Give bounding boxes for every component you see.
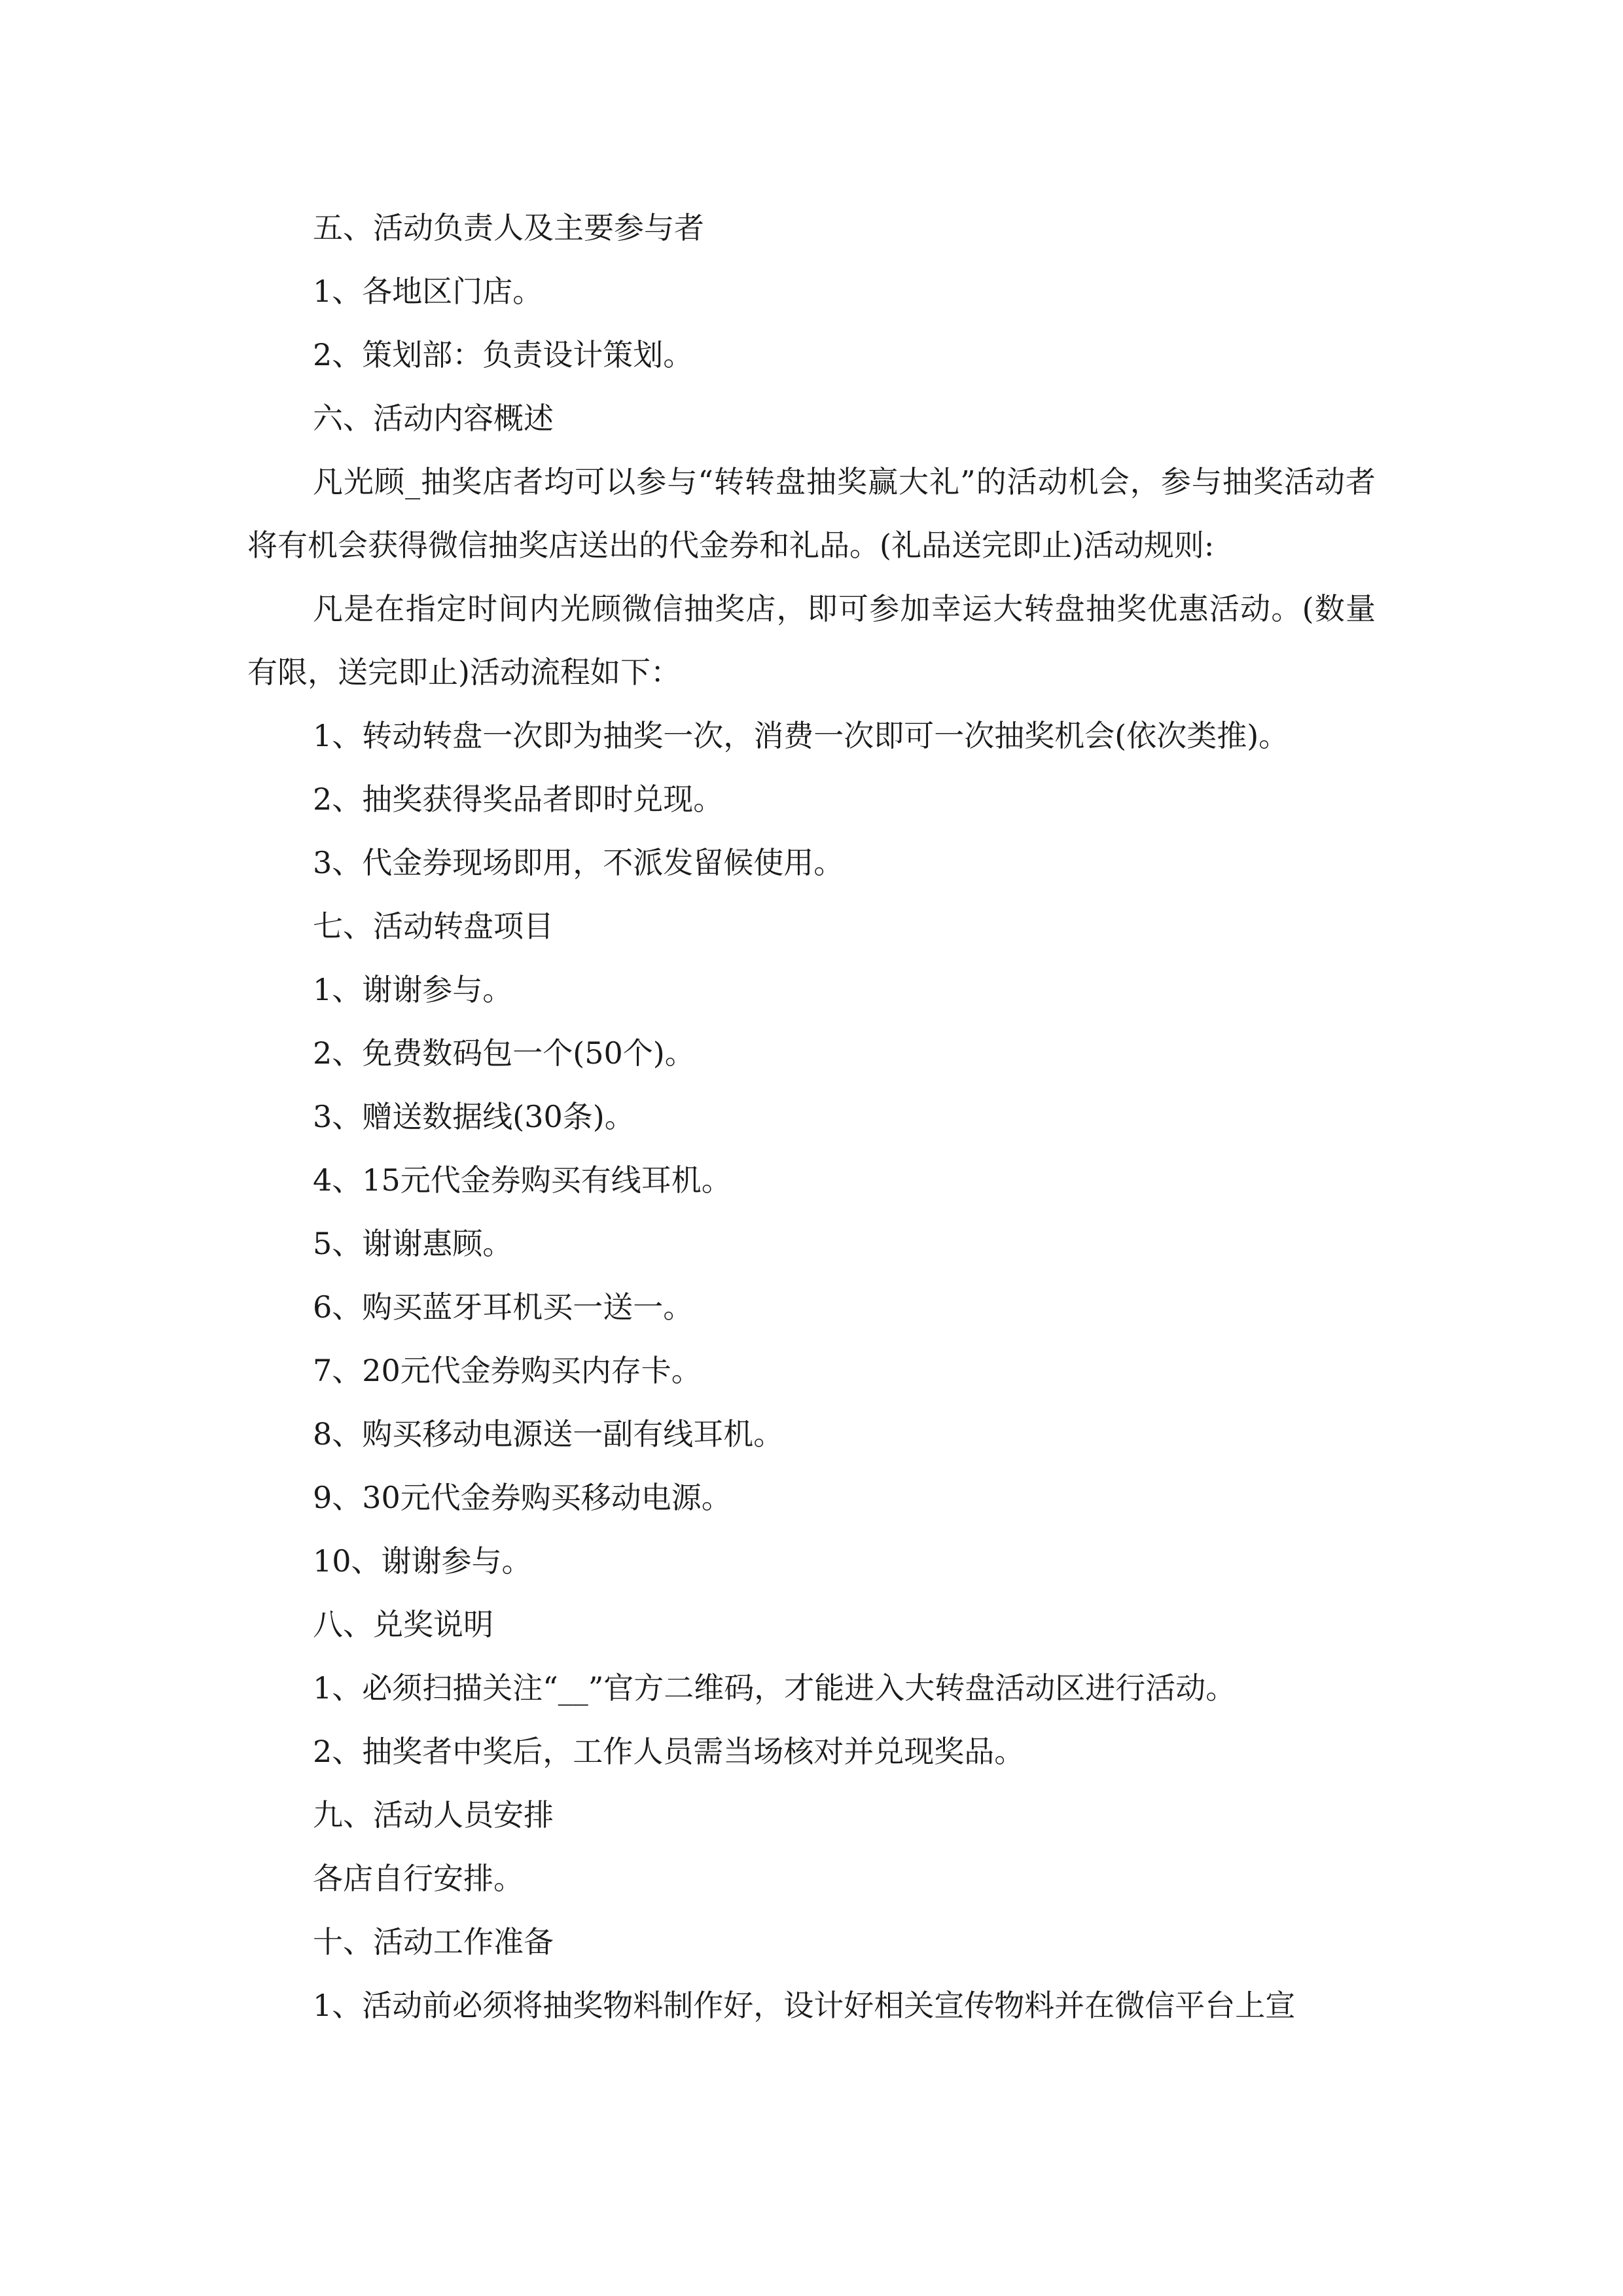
list-item: 1、各地区门店。 — [313, 274, 543, 309]
list-item: 1、谢谢参与。 — [313, 972, 513, 1007]
section-heading-5: 五、活动负责人及主要参与者 — [313, 210, 704, 245]
list-item: 10、谢谢参与。 — [313, 1543, 532, 1579]
list-item: 2、策划部：负责设计策划。 — [313, 337, 694, 372]
list-item: 4、15元代金券购买有线耳机。 — [313, 1162, 732, 1198]
section-heading-10: 十、活动工作准备 — [313, 1924, 554, 1960]
list-item: 2、抽奖者中奖后，工作人员需当场核对并兑现奖品。 — [313, 1734, 1025, 1769]
section-heading-6: 六、活动内容概述 — [313, 401, 554, 436]
list-item: 1、必须扫描关注“__”官方二维码，才能进入大转盘活动区进行活动。 — [313, 1670, 1236, 1706]
list-item: 9、30元代金券购买移动电源。 — [313, 1480, 732, 1515]
section-heading-9: 九、活动人员安排 — [313, 1797, 554, 1833]
list-item: 7、20元代金券购买内存卡。 — [313, 1353, 702, 1388]
list-item: 5、谢谢惠顾。 — [313, 1226, 513, 1261]
list-item: 各店自行安排。 — [313, 1861, 524, 1896]
list-item: 2、抽奖获得奖品者即时兑现。 — [313, 781, 724, 817]
list-item: 1、活动前必须将抽奖物料制作好，设计好相关宣传物料并在微信平台上宣 — [313, 1988, 1296, 2023]
paragraph-activity-overview: 凡光顾_抽奖店者均可以参与“转转盘抽奖赢大礼”的活动机会，参与抽奖活动者将有机会获得微信抽奖店送出的代金券和礼品。(礼品送完即止)活动规则: — [247, 464, 1376, 563]
section-heading-8: 八、兑奖说明 — [313, 1607, 493, 1642]
list-item: 3、代金券现场即用，不派发留候使用。 — [313, 845, 844, 880]
list-item: 6、购买蓝牙耳机买一送一。 — [313, 1289, 694, 1325]
paragraph-activity-rules: 凡是在指定时间内光顾微信抽奖店，即可参加幸运大转盘抽奖优惠活动。(数量有限，送完即止)活动流程如下： — [247, 591, 1376, 690]
list-item: 1、转动转盘一次即为抽奖一次，消费一次即可一次抽奖机会(依次类推)。 — [313, 718, 1289, 753]
list-item: 8、购买移动电源送一副有线耳机。 — [313, 1416, 784, 1452]
list-item: 3、赠送数据线(30条)。 — [313, 1099, 635, 1134]
list-item: 2、免费数码包一个(50个)。 — [313, 1035, 695, 1071]
document-body — [247, 196, 1376, 2037]
section-heading-7: 七、活动转盘项目 — [313, 908, 554, 944]
